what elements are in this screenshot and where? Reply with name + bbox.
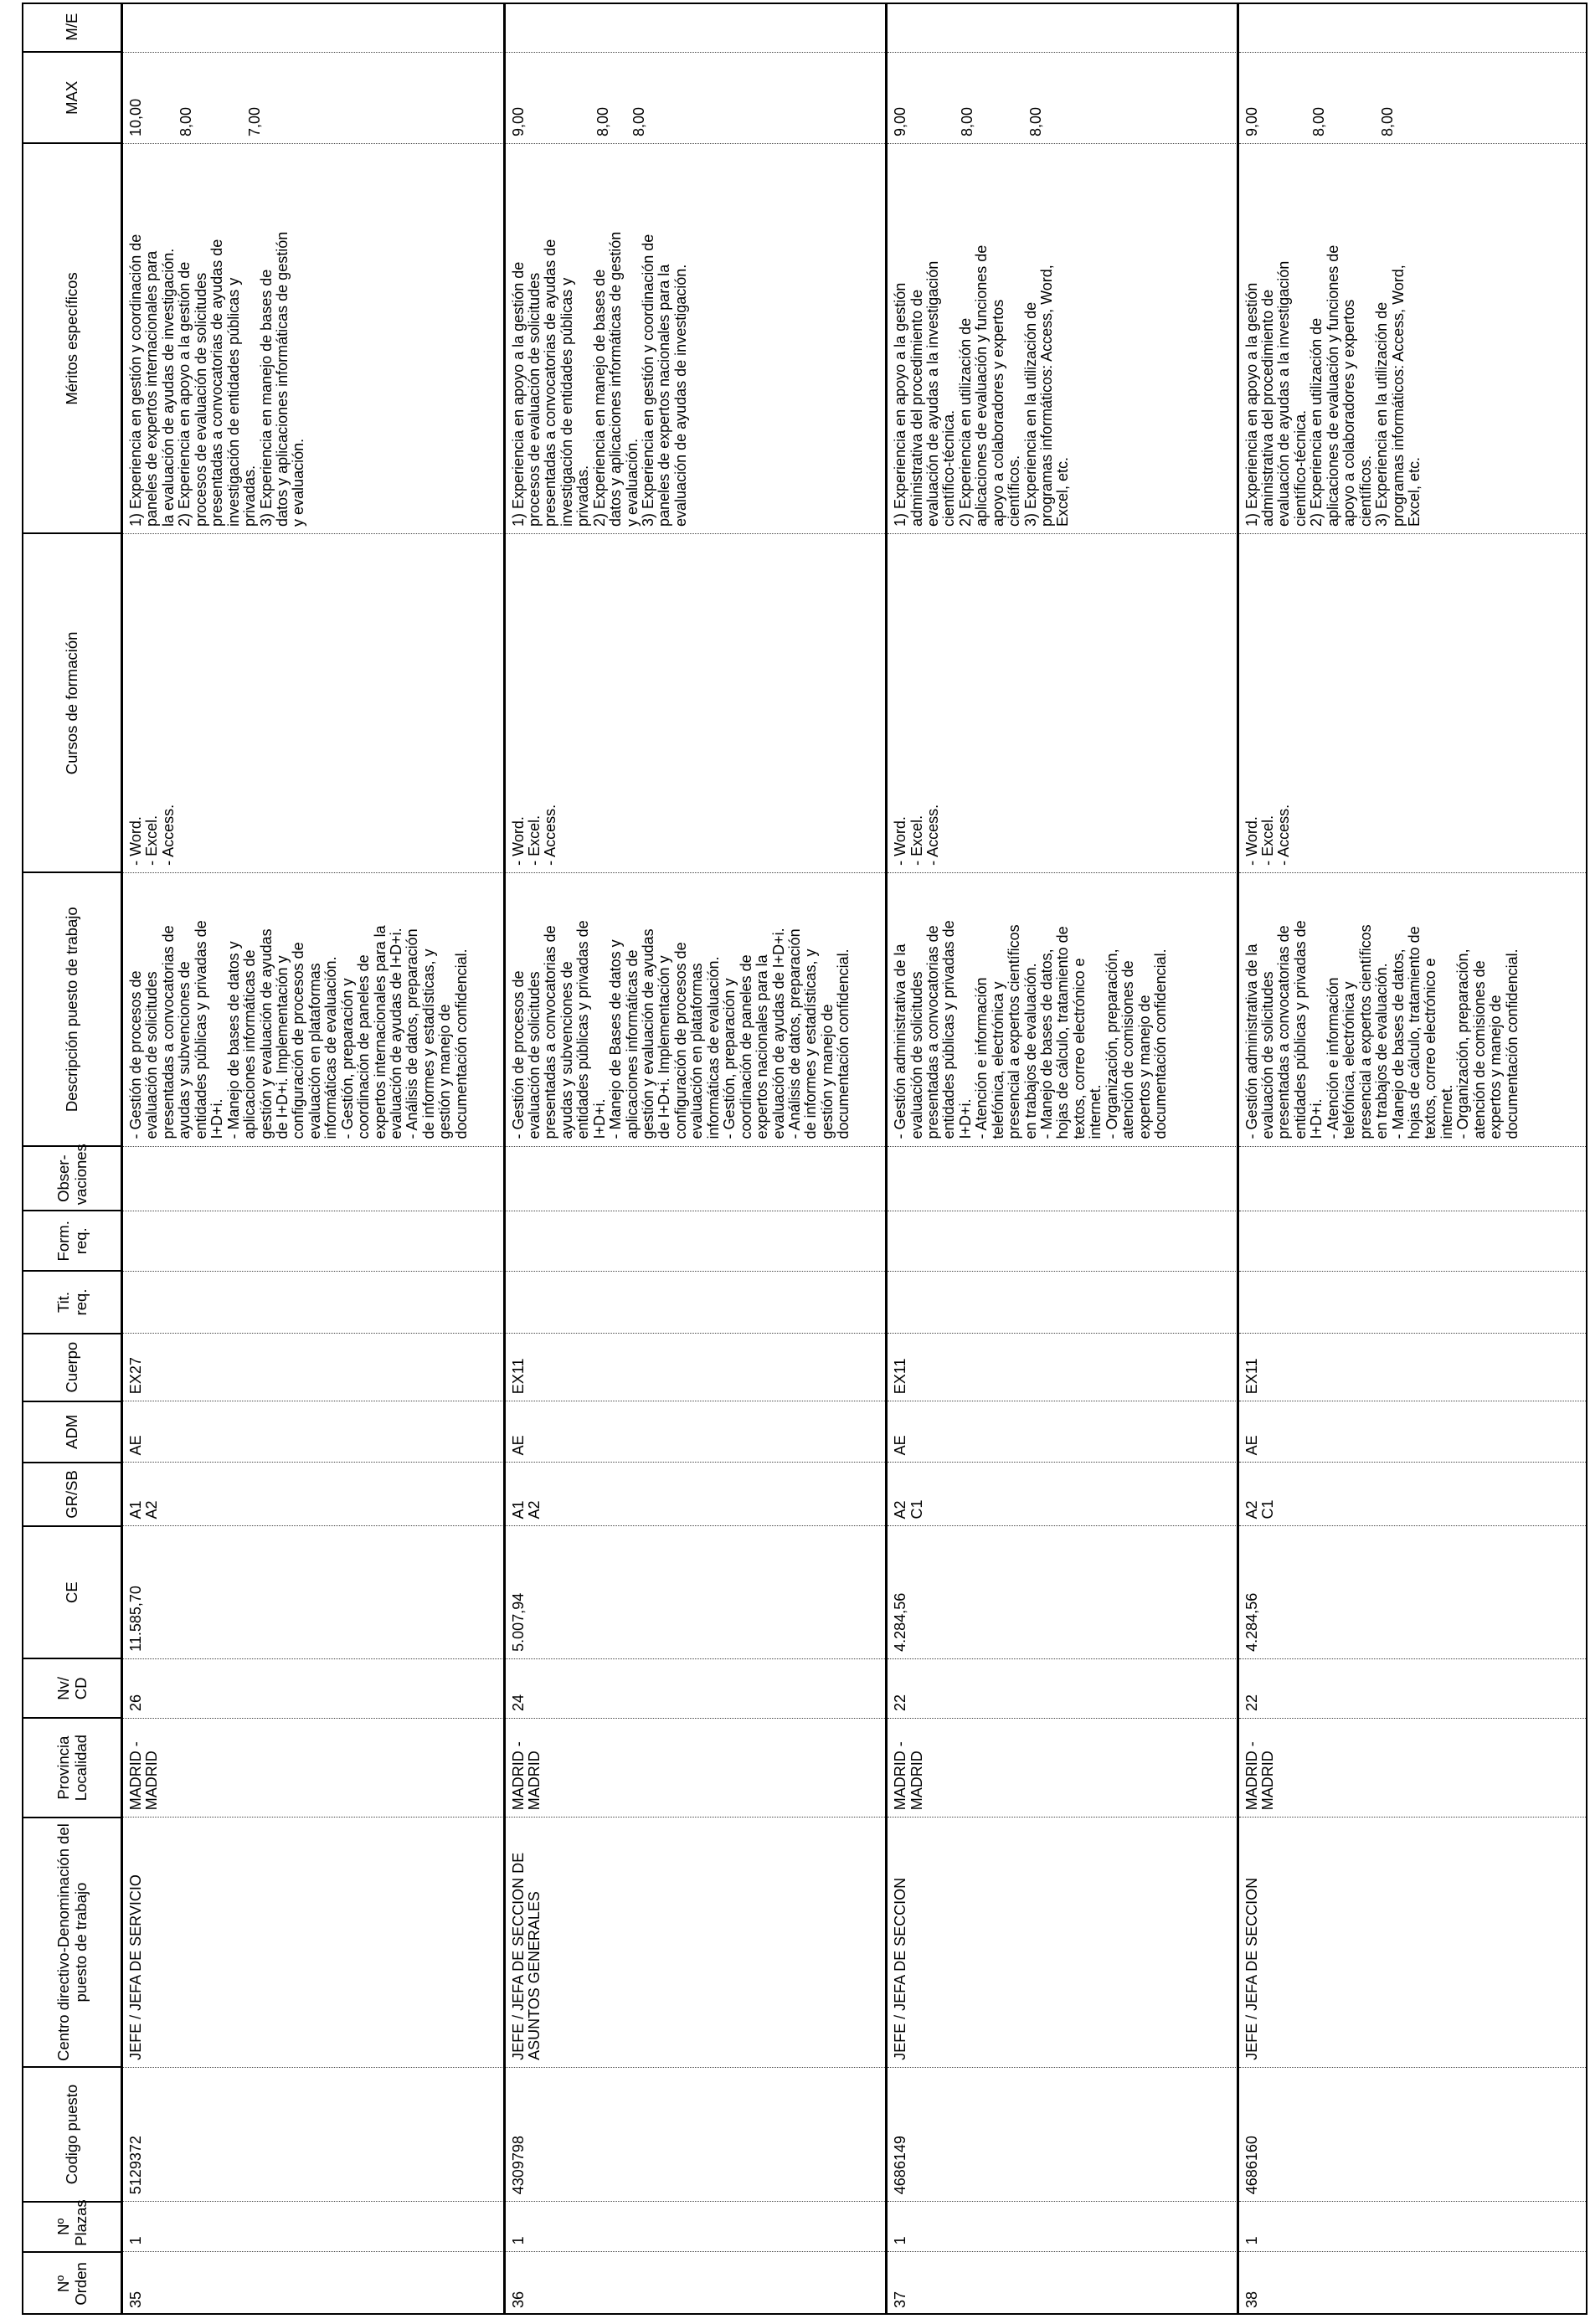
cell-titulacion [887,1271,1237,1333]
header-adm: ADM [23,1401,122,1463]
cell-cursos: - Word. - Excel. - Access. [504,533,885,872]
cell-plazas: 1 [1238,2202,1587,2252]
table-row [1238,3,1587,2315]
cell-descripcion: - Gestión administrativa de la evaluación de solicitudes presentadas a convocatorias de entidades públicas y privadas de I+D+i. - Atención e información telefónica, electrónica y presencial a expertos científicos en trabajos de evaluación. - Manejo de bases de datos, hojas de cálculo, tratamiento de textos, correo electrónico e internet. - Organización, preparación, atención de comisiones de expertos y manejo de documentación confidencial. [887,872,1237,1146]
header-observaciones: Obser-vaciones [23,1146,122,1211]
cell-titulacion [504,1271,885,1333]
header-titulacion: Tit. req. [23,1271,122,1333]
merito-2: 2) Experiencia en manejo de bases de datos y aplicaciones informáticas de gestión y evaluación. [590,231,641,527]
cell-codigo: 4686160 [1238,2067,1587,2201]
cell-orden: 37 [887,2252,1237,2315]
cell-centro: JEFE / JEFA DE SECCION [887,1818,1237,2068]
cell-centro: JEFE / JEFA DE SECCION DE ASUNTOS GENERALES [504,1818,885,2068]
header-ce: CE [23,1526,122,1658]
cell-ce: 4.284,56 [887,1526,1237,1658]
cell-plazas: 1 [122,2202,503,2252]
header-grupo: GR/SB [23,1463,122,1526]
cell-codigo: 5129372 [122,2067,503,2201]
header-me: M/E [23,3,122,52]
cell-max [887,52,1237,143]
cell-plazas: 1 [887,2202,1237,2252]
cell-nivel: 22 [887,1658,1237,1718]
cell-grupo: A1 A2 [122,1463,503,1526]
max-2: 8,00 [1310,106,1327,136]
cell-observaciones [504,1146,885,1211]
max-1: 9,00 [509,106,527,136]
max-3: 8,00 [1378,106,1396,136]
max-2: 8,00 [178,106,194,136]
header-descripcion: Descripción puesto de trabajo [23,872,122,1146]
cell-nivel: 26 [122,1658,503,1718]
cell-ce: 5.007,94 [504,1526,885,1658]
merito-3: 3) Experiencia en manejo de bases de datos y aplicaciones informáticas de gestión y evaluación. [257,231,307,527]
max-2: 8,00 [594,106,611,136]
cell-cuerpo: EX11 [887,1334,1237,1401]
cell-cursos: - Word. - Excel. - Access. [1238,533,1587,872]
cell-descripcion: - Gestión administrativa de la evaluación de solicitudes presentadas a convocatorias de entidades públicas y privadas de I+D+i. - Atención e información telefónica, electrónica y presencial a expertos científicos en trabajos de evaluación. - Manejo de bases de datos, hojas de cálculo, tratamiento de textos, correo electrónico e internet. - Organización, preparación, atención de comisiones de expertos y manejo de documentación confidencial. [1238,872,1587,1146]
cell-nivel: 22 [1238,1658,1587,1718]
cell-provincia: MADRID - MADRID [1238,1718,1587,1817]
header-cursos: Cursos de formación [23,533,122,872]
cell-orden: 35 [122,2252,503,2315]
cell-me [1238,3,1587,52]
cell-provincia: MADRID - MADRID [122,1718,503,1817]
cell-plazas: 1 [504,2202,885,2252]
header-provincia: Provincia Localidad [23,1718,122,1817]
header-centro: Centro directivo-Denominación del puesto de trabajo [23,1818,122,2068]
job-positions-table [23,3,1587,2315]
merito-3: 3) Experiencia en la utilización de programas informáticos: Access, Word, Excel, etc. [1373,265,1423,527]
cell-meritos [122,143,503,533]
merito-3: 3) Experiencia en gestión y coordinación de paneles de expertos nacionales para la evaluación de ayudas de investigación. [640,234,689,527]
merito-1: 1) Experiencia en apoyo a la gestión administrativa del procedimiento de evaluación de ayudas a la investigación científico-técnica. [1243,260,1309,527]
merito-1: 1) Experiencia en apoyo a la gestión de procesos de evaluación de solicitudes presentadas a convocatorias de ayudas de investigación de entidades públicas y privadas. [509,239,592,527]
max-3: 7,00 [246,106,263,136]
cell-observaciones [887,1146,1237,1211]
cell-cuerpo: EX11 [504,1334,885,1401]
cell-orden: 36 [504,2252,885,2315]
max-1: 9,00 [892,106,909,136]
merito-2: 2) Experiencia en apoyo a la gestión de procesos de evaluación de solicitudes presentadas a convocatorias de ayudas de investigación de entidades públicas y privadas. [176,239,259,527]
cell-cuerpo: EX27 [122,1334,503,1401]
cell-formacion [504,1211,885,1271]
cell-grupo: A2 C1 [887,1463,1237,1526]
header-orden: Nº Orden [23,2252,122,2315]
cell-adm: AE [887,1401,1237,1463]
cell-descripcion: - Gestión de procesos de evaluación de solicitudes presentadas a convocatorias de ayudas y subvenciones de entidades públicas y privadas de I+D+i. - Manejo de Bases de datos y aplicaciones informáticas de gestión y evaluación de ayudas de I+D+i. Implementación y configuración de procesos de evaluación en plataformas informáticas de evaluación. - Gestión, preparación y coordinación de paneles de expertos nacionales para la evaluación de ayudas de I+D+i. - Análisis de datos, preparación de informes y estadísticas, y gestión y manejo de documentación confidencial. [504,872,885,1146]
cell-titulacion [1238,1271,1587,1333]
cell-observaciones [1238,1146,1587,1211]
cell-orden: 38 [1238,2252,1587,2315]
cell-cursos: - Word. - Excel. - Access. [887,533,1237,872]
header-plazas: Nº Plazas [23,2202,122,2252]
cell-max [1238,52,1587,143]
cell-max [122,52,503,143]
cell-me [122,3,503,52]
cell-formacion [887,1211,1237,1271]
cell-centro: JEFE / JEFA DE SECCION [1238,1818,1587,2068]
cell-me [887,3,1237,52]
merito-1: 1) Experiencia en apoyo a la gestión administrativa del procedimiento de evaluación de ayudas a la investigación científico-técnica. [892,260,958,527]
cell-cuerpo: EX11 [1238,1334,1587,1401]
header-nivel: Nv/ CD [23,1658,122,1718]
header-row [23,3,122,2315]
merito-1: 1) Experiencia en gestión y coordinación de paneles de expertos internacionales para la evaluación de ayudas de investigación. [127,234,177,527]
header-cuerpo: Cuerpo [23,1334,122,1401]
cell-meritos [887,143,1237,533]
cell-adm: AE [122,1401,503,1463]
cell-grupo: A1 A2 [504,1463,885,1526]
table-row [504,3,885,2315]
cell-centro: JEFE / JEFA DE SERVICIO [122,1818,503,2068]
cell-codigo: 4686149 [887,2067,1237,2201]
table-row [887,3,1237,2315]
cell-max [504,52,885,143]
max-3: 8,00 [630,106,647,136]
cell-adm: AE [1238,1401,1587,1463]
cell-provincia: MADRID - MADRID [504,1718,885,1817]
table-row [122,3,503,2315]
max-2: 8,00 [959,106,976,136]
cell-me [504,3,885,52]
cell-adm: AE [504,1401,885,1463]
cell-ce: 11.585,70 [122,1526,503,1658]
cell-nivel: 24 [504,1658,885,1718]
merito-2: 2) Experiencia en utilización de aplicaciones de evaluación y funciones de apoyo a colaboradores y expertos científicos. [956,244,1023,527]
merito-3: 3) Experiencia en la utilización de programas informáticos: Access, Word, Excel, etc. [1021,265,1072,527]
cell-grupo: A2 C1 [1238,1463,1587,1526]
cell-cursos: - Word. - Excel. - Access. [122,533,503,872]
cell-meritos [504,143,885,533]
cell-observaciones [122,1146,503,1211]
cell-provincia: MADRID - MADRID [887,1718,1237,1817]
header-formacion: Form. req. [23,1211,122,1271]
cell-codigo: 4309798 [504,2067,885,2201]
cell-titulacion [122,1271,503,1333]
merito-2: 2) Experiencia en utilización de aplicaciones de evaluación y funciones de apoyo a colaboradores y expertos científicos. [1308,244,1374,527]
max-1: 10,00 [127,98,144,136]
cell-descripcion: - Gestión de procesos de evaluación de solicitudes presentadas a convocatorias de ayudas y subvenciones de entidades públicas y privadas de I+D+i. - Manejo de bases de datos y aplicaciones informáticas de gestión y evaluación de ayudas de I+D+i. Implementación y configuración de procesos de evaluación en plataformas informáticas de evaluación. - Gestión, preparación y coordinación de paneles de expertos internacionales para la evaluación de ayudas de I+D+i. - Análisis de datos, preparación de informes y estadísticas, y gestión y manejo de documentación confidencial. [122,872,503,1146]
cell-formacion [122,1211,503,1271]
max-1: 9,00 [1243,106,1260,136]
header-meritos: Méritos específicos [23,143,122,533]
header-codigo: Codigo puesto [23,2067,122,2201]
cell-ce: 4.284,56 [1238,1526,1587,1658]
max-3: 8,00 [1027,106,1045,136]
cell-meritos [1238,143,1587,533]
cell-formacion [1238,1211,1587,1271]
header-max: MAX [23,52,122,143]
